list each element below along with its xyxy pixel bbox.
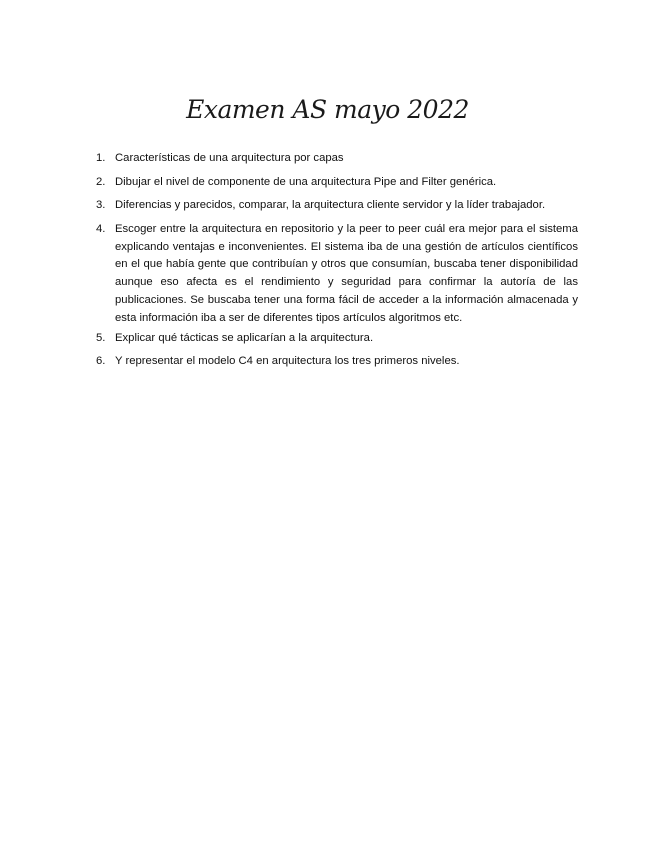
list-item (96, 221, 578, 328)
item-number: 1. (96, 152, 106, 164)
question-list (96, 150, 578, 377)
list-item (96, 197, 578, 215)
item-number: 5. (96, 331, 106, 344)
item-text: Y representar el modelo C4 en arquitectura los tres primeros niveles. (115, 355, 460, 368)
page-title: Examen AS mayo 2022 (186, 95, 469, 124)
list-item (96, 330, 578, 348)
list-item (96, 353, 578, 371)
item-text: Dibujar el nivel de componente de una arquitectura Pipe and Filter genérica. (115, 175, 497, 188)
item-number: 2. (96, 175, 106, 188)
item-text: Diferencias y parecidos, comparar, la arquitectura cliente servidor y la líder trabajador. (115, 199, 546, 212)
item-text: Escoger entre la arquitectura en repositorio y la peer to peer cuál era mejor para el sistema explicando ventajas e inconvenientes. El sistema iba de una gestión de artículos científicos en el que había gente que contribuían y otros que consumían, buscaba tener disponibilidad aunque eso afecta es el rendimiento y seguridad para confirmar la autoría de las publicaciones. Se buscaba tener una forma fácil de acceder a la información almacenada y esta información iba a ser de diferentes tipos artículos algoritmos etc. (115, 222, 578, 324)
list-item (96, 150, 578, 168)
item-text: Características de una arquitectura por capas (115, 152, 344, 164)
item-number: 6. (96, 355, 106, 368)
item-text: Explicar qué tácticas se aplicarían a la arquitectura. (115, 331, 374, 344)
item-number: 4. (96, 222, 106, 235)
list-item (96, 174, 578, 192)
item-number: 3. (96, 199, 106, 212)
